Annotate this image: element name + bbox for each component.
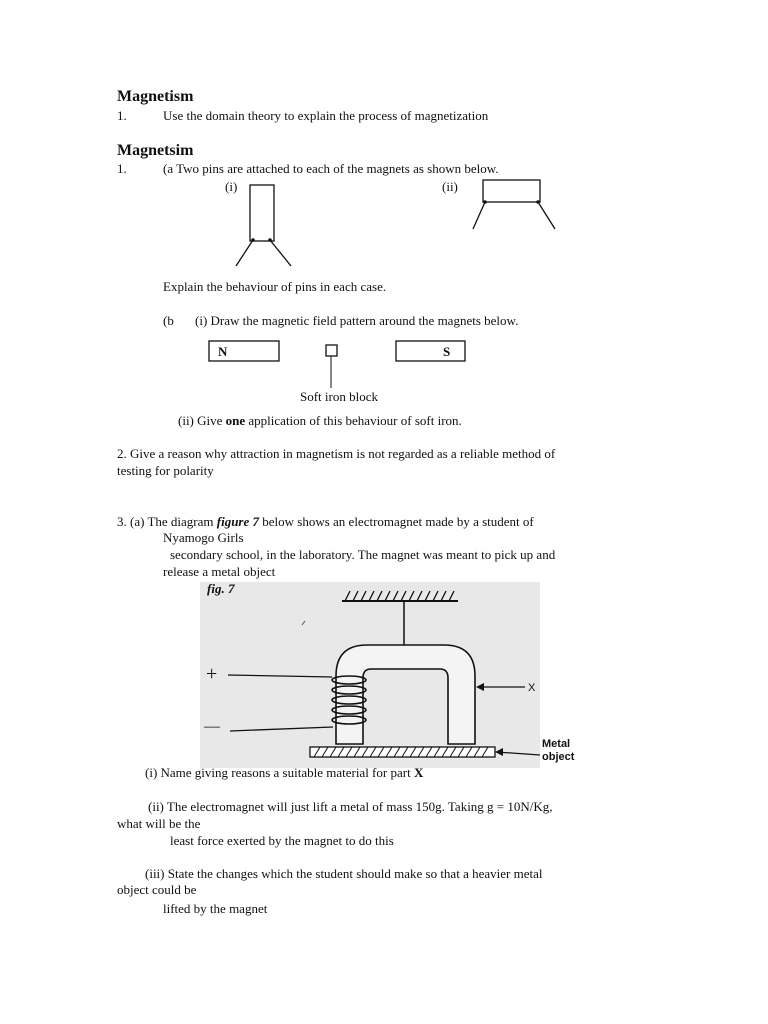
q3-line1: 3. (a) The diagram figure 7 below shows an electromagnet made by a student of [117, 514, 534, 529]
x-pointer-arrowhead [476, 683, 484, 691]
q3-line3: secondary school, in the laboratory. The magnet was meant to pick up and [170, 547, 556, 562]
q3-ii-line2: what will be the [117, 816, 201, 831]
b-text: (i) Draw the magnetic field pattern around the magnets below. [195, 313, 519, 328]
heading-magnetsim: Magnetsim [117, 142, 194, 159]
soft-iron-label: Soft iron block [300, 389, 378, 404]
b-marker: (b [163, 313, 174, 328]
wire-positive [228, 675, 332, 677]
explain-text: Explain the behaviour of pins in each case. [163, 279, 387, 294]
q3-ii-line3: least force exerted by the magnet to do this [170, 833, 394, 848]
metal-label-line2: object [542, 751, 575, 763]
wire-negative [230, 727, 333, 731]
metal-pointer-line [497, 752, 540, 755]
u-core-part-x [336, 645, 475, 744]
ceiling-hatch [345, 591, 454, 601]
q3-iii-line2: object could be [117, 882, 197, 897]
x-label: X [528, 682, 536, 694]
q2-line2: testing for polarity [117, 463, 214, 478]
label-ii: (ii) [442, 179, 458, 194]
q1-text: Use the domain theory to explain the process of magnetization [163, 108, 489, 123]
q3-iii-line3: lifted by the magnet [163, 901, 268, 916]
metal-pointer-arrowhead [495, 748, 503, 756]
q1-number: 1. [117, 108, 127, 123]
q3-iii-line1: (iii) State the changes which the student should make so that a heavier metal [145, 866, 543, 881]
q3-line4: release a metal object [163, 564, 276, 579]
fig-label: fig. 7 [207, 581, 235, 596]
magnet-s-label: S [443, 344, 451, 359]
q3-ii-line1: (ii) The electromagnet will just lift a metal of mass 150g. Taking g = 10N/Kg, [148, 799, 553, 814]
minus-terminal: — [204, 718, 220, 735]
q1a-text: (a Two pins are attached to each of the magnets as shown below. [163, 161, 499, 176]
q2-line1: 2. Give a reason why attraction in magnetism is not regarded as a reliable method of [117, 446, 556, 461]
q3-line2: Nyamogo Girls [163, 530, 244, 545]
q1b-number: 1. [117, 161, 127, 176]
bii-text: (ii) Give one application of this behaviour of soft iron. [178, 413, 462, 428]
metal-label-line1: Metal [542, 738, 571, 750]
magnet-n-label: N [218, 344, 228, 359]
label-i: (i) [225, 179, 238, 194]
plus-terminal: + [206, 663, 218, 685]
heading-magnetism: Magnetism [117, 88, 194, 105]
q3-i: (i) Name giving reasons a suitable material for part X [145, 765, 424, 780]
